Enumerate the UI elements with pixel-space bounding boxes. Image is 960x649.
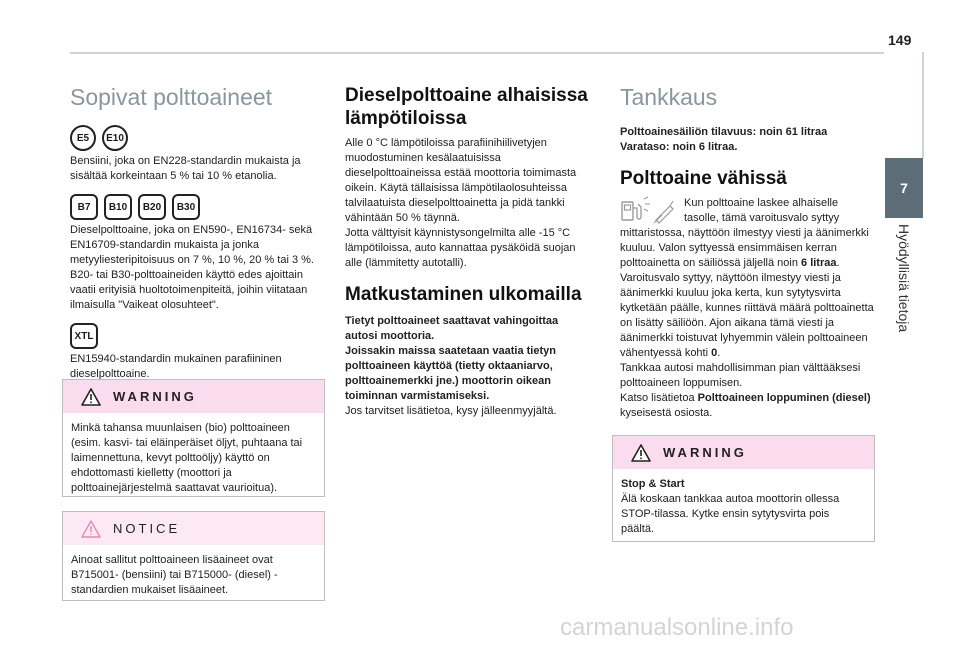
stop-start-title: Stop & Start [621,478,685,490]
low-fuel-amount: 6 litraa [801,257,837,269]
low-fuel-text-a: Kun polttoaine laskee alhaiselle tasolle, tämä varoitusvalo syttyy mittaristossa, näyttöön ilmestyy viesti ja äänimerkki kuuluu. Valon syttyessä ensimmäisen kerran polttoainetta on säiliössä jäljellä noin [620,197,869,269]
xtl-badges [70,323,325,349]
notice-label: NOTICE [113,521,181,536]
tank-capacity: Polttoainesäiliön tilavuus: noin 61 litraa [620,126,828,138]
petrol-badges [70,125,325,151]
warning-header [63,380,324,413]
diesel-text: Dieselpolttoaine, joka on EN590-, EN16734- sekä EN16709-standardin mukaista ja jonka metyyliesteripitoisuus on 7 %, 10 %, 20 % tai 3 %. B20- tai B30-polttoaineiden käyttö edes ajoittain vaatii erityisiä huoltotoimenpiteitä, joihin viitataan ilmaisulla "Vaikeat olosuhteet". [70,224,314,311]
abroad-bold-1: Tietyt polttoaineet saattavat vahingoittaa autosi moottoria. [345,315,559,342]
diesel-badges [70,194,325,220]
low-fuel-block [620,196,875,421]
b10-badge: B10 [104,194,132,220]
low-fuel-text-b: Varoitusvalo syttyy, näyttöön ilmestyy viesti ja äänimerkki kuuluu joka kerta, kun sytytysvirta kytketään päälle, kunnes riittävä määrä polttoainetta on lisätty säiliöön. Ajon aikana tämä viesti ja äänimerkki toistuvat lyhyemmin välein polttoaineen vähentyessä kohti [620,272,874,359]
warning-label-2: WARNING [663,445,747,460]
fuel-warning-box [62,379,325,497]
low-fuel-zero: 0 [711,347,718,359]
page-number: 149 [888,32,912,48]
low-fuel-text-3 [620,391,875,421]
fuels-title: Sopivat polttoaineet [70,84,273,110]
e5-badge: E5 [70,125,96,151]
column-fuels [70,84,325,382]
chapter-tab[interactable]: 7 [885,158,923,218]
low-fuel-text: Kun polttoaine laskee alhaiselle tasolle, tämä varoitusvalo syttyy mittaristossa, näyttöön ilmestyy viesti ja äänimerkki kuuluu. Valon syttyessä ensimmäisen kerran polttoainetta on säiliössä jäljellä noin 6 litraa. [620,197,869,269]
fuel-warning-lamp-icon [618,196,678,226]
stop-start-warning-box [612,435,875,542]
cold-diesel-title: Dieselpolttoaine alhaisissa lämpötiloissa [345,85,588,129]
abroad-text: Jos tarvitset lisätietoa, kysy jälleenmyyjältä. [345,405,557,417]
abroad-bold-2: Joissakin maissa saatetaan vaatia tietyn polttoaineen käyttöä (tietty oktaaniarvo, polttoainemerkki jne.) moottorin oikean toiminnan varmistamiseksi. [345,345,556,402]
b7-badge: B7 [70,194,98,220]
warning-label: WARNING [113,389,197,404]
watermark: carmanualsonline.info [560,614,794,641]
low-fuel-text-2: Varoitusvalo syttyy, näyttöön ilmestyy viesti ja äänimerkki kuuluu joka kerta, kun sytytysvirta kytketään päälle, kunnes riittävä määrä polttoainetta on lisätty säiliöön. Ajon aikana tämä viesti ja äänimerkki toistuvat lyhyemmin välein polttoaineen vähentyessä kohti 0. [620,272,874,359]
low-fuel-text-e: kyseisestä osiosta. [620,407,713,419]
warning-triangle-icon [81,388,101,406]
column-refuel [620,84,875,421]
notice-triangle-icon [81,520,101,538]
warning-triangle-icon [631,444,651,462]
low-fuel-title: Polttoaine vähissä [620,168,787,189]
xtl-text: EN15940-standardin mukainen parafiininen dieselpolttoaine. [70,353,282,380]
abroad-title: Matkustaminen ulkomailla [345,284,582,305]
cold-start-text: Jotta välttyisit käynnistysongelmilta alle -15 °C lämpötiloissa, auto kannattaa pysäköidä suojan alle (lämmitetty autotalli). [345,227,576,269]
warning-header-2 [613,436,874,469]
column-diesel [345,84,590,419]
low-fuel-text-d: Katso lisätietoa [620,392,698,404]
xtl-badge: XTL [70,323,98,349]
tab-divider [922,52,924,158]
notice-text: Ainoat sallitut polttoaineen lisäaineet ovat B715001- (bensiini) tai B715000- (diesel) -standardien mukaiset lisäaineet. [71,554,278,596]
chapter-title-text: Hyödyllisiä tietoja [896,224,912,333]
tank-reserve: Varataso: noin 6 litraa. [620,141,738,153]
petrol-text: Bensiini, joka on EN228-standardin mukaista ja sisältää korkeintaan 5 % tai 10 % etanolia. [70,155,301,182]
warning-text: Minkä tahansa muunlaisen (bio) polttoaineen (esim. kasvi- tai eläinperäiset öljyt, puhtaana tai laimennettuna, kevyt polttoöljy) käyttö on ehdottomasti kielletty (moottori ja polttoainejärjestelmä saattavat vaurioitua). [71,422,303,494]
e10-badge: E10 [102,125,128,151]
run-out-link[interactable]: Polttoaineen loppuminen (diesel) [697,392,871,404]
low-fuel-text-c: Tankkaa autosi mahdollisimman pian välttääksesi polttoaineen loppumisen. [620,362,861,389]
notice-header [63,512,324,545]
b30-badge: B30 [172,194,200,220]
header-divider [70,52,884,54]
b20-badge: B20 [138,194,166,220]
refuel-title: Tankkaus [620,84,718,110]
cold-diesel-text: Alle 0 °C lämpötiloissa parafiinihiilivetyjen muodostuminen kesälaatuisissa dieselpolttoaineissa estää moottoria toimimasta oikein. Käytä tällaisissa lämpötilaolosuhteissa talvilaatuista dieselpolttoainetta ja pidä tankki vähintään 50 % täynnä. [345,137,577,224]
notice-box [62,511,325,601]
chapter-title [886,224,922,384]
stop-start-text: Älä koskaan tankkaa autoa moottorin ollessa STOP-tilassa. Kytke ensin sytytysvirta pois päältä. [621,493,840,535]
